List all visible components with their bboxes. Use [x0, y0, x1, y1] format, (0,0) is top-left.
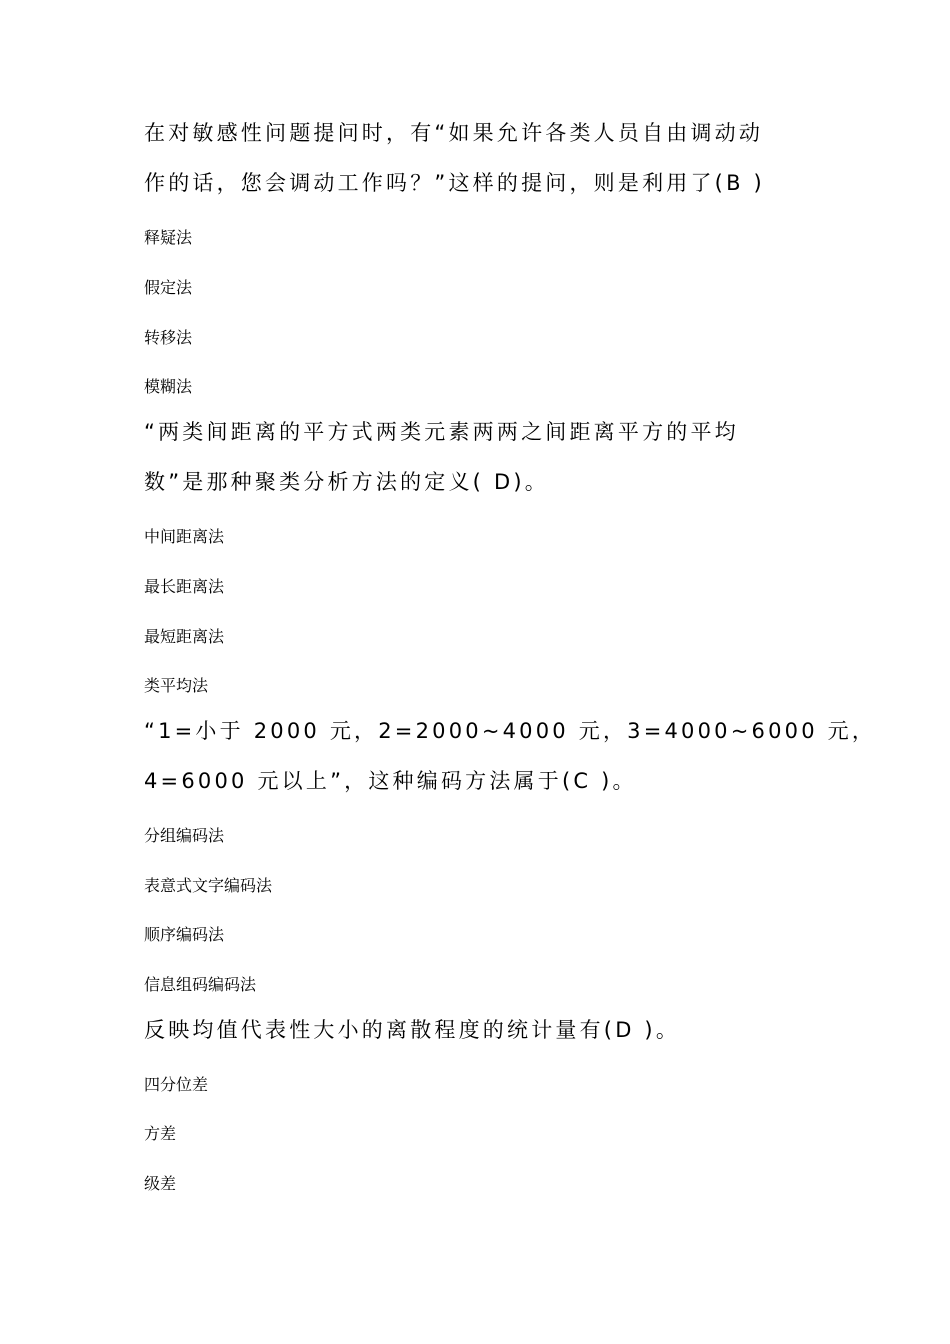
question-2-option-2: 最长距离法: [144, 577, 225, 596]
question-3-option-2: 表意式文字编码法: [144, 876, 273, 895]
question-4-line-1: 反映均值代表性大小的离散程度的统计量有(D )。: [144, 1018, 681, 1042]
question-2-option-1: 中间距离法: [144, 527, 225, 546]
question-1-option-3: 转移法: [144, 328, 193, 347]
question-4: [144, 1005, 824, 1055]
question-1-option-4: 模糊法: [144, 377, 193, 396]
question-2-option-4: 类平均法: [144, 676, 209, 695]
question-1: [144, 108, 824, 208]
question-4-option-1: 四分位差: [144, 1075, 209, 1094]
question-1-line-2: 作的话，您会调动工作吗？”这样的提问，则是利用了(B ): [144, 171, 765, 195]
question-3-option-4: 信息组码编码法: [144, 975, 257, 994]
question-2-line-2: 数”是那种聚类分析方法的定义( D)。: [144, 470, 549, 494]
question-1-option-2: 假定法: [144, 278, 193, 297]
question-2-option-3: 最短距离法: [144, 627, 225, 646]
question-4-option-3: 级差: [144, 1174, 177, 1193]
question-3: [144, 706, 877, 806]
question-3-option-1: 分组编码法: [144, 826, 225, 845]
question-3-line-2: 4=6000 元以上”，这种编码方法属于(C )。: [144, 769, 637, 793]
question-3-line-1: “1=小于 2000 元，2=2000~4000 元，3=4000~6000 元，: [144, 719, 877, 743]
question-4-option-2: 方差: [144, 1124, 177, 1143]
question-3-option-3: 顺序编码法: [144, 925, 225, 944]
question-2: [144, 407, 824, 507]
question-2-line-1: “两类间距离的平方式两类元素两两之间距离平方的平均: [144, 420, 739, 444]
question-1-line-1: 在对敏感性问题提问时，有“如果允许各类人员自由调动动: [144, 121, 764, 145]
question-1-option-1: 释疑法: [144, 228, 193, 247]
